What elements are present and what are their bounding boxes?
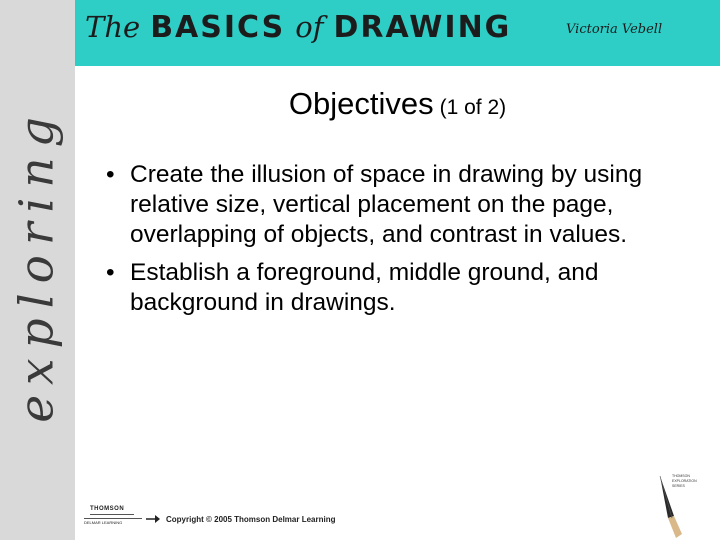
logo-name: THOMSON [90, 506, 125, 512]
compass-caption: THOMSON EXPLORATION SERIES [672, 474, 697, 488]
copyright-text: Copyright © 2005 Thomson Delmar Learning [166, 515, 336, 524]
author-name: Victoria Vebell [566, 22, 663, 37]
title-drawing: DRAWING [333, 10, 512, 45]
exploring-word: exploring [9, 107, 65, 423]
header-band [75, 0, 720, 66]
list-item [106, 258, 666, 318]
compass-icon [650, 468, 720, 540]
title-of: of [295, 10, 324, 44]
slide-title-main: Objectives [288, 86, 434, 121]
bullet-text: Establish a foreground, middle ground, and background in drawings. [130, 259, 599, 316]
bullet-text: Create the illusion of space in drawing by using relative size, vertical placement on the page, overlapping of objects, and contrast in values. [130, 161, 643, 248]
title-basics: BASICS [150, 10, 286, 45]
bullet-icon: • [106, 259, 115, 286]
sidebar [0, 0, 75, 540]
objectives-list [106, 160, 666, 326]
logo-sub: DELMAR LEARNING [84, 520, 123, 525]
logo-rule [90, 514, 134, 515]
thomson-logo-icon [84, 506, 144, 530]
slide-title [75, 86, 720, 122]
slide-title-sub: (1 of 2) [439, 96, 507, 119]
logo-rule [84, 518, 142, 519]
bullet-icon: • [106, 161, 115, 188]
arrow-icon [146, 512, 160, 526]
title-the: The [85, 10, 141, 44]
book-title [85, 10, 511, 56]
list-item [106, 160, 666, 250]
